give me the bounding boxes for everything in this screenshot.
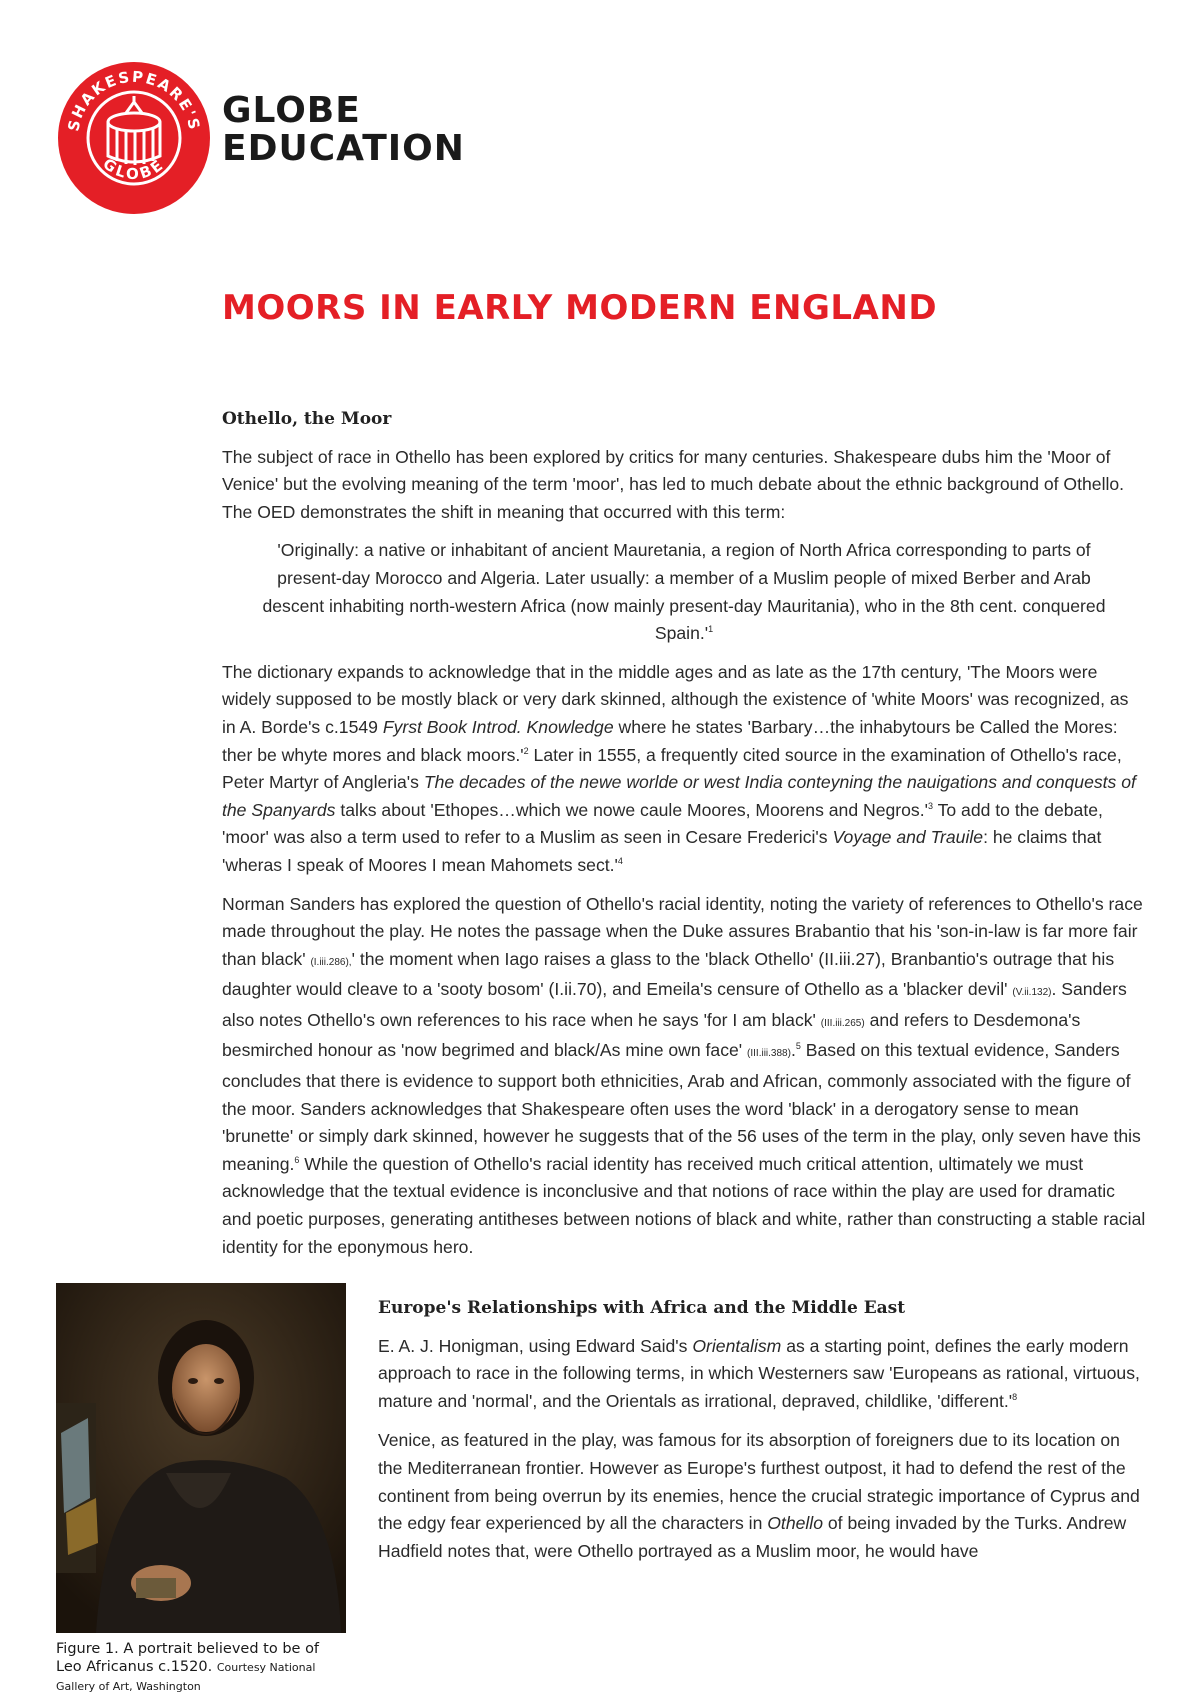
text-run: talks about 'Ethopes…which we nowe caule Moores, Moorens and Negros.' [335,799,928,820]
italic-title: Fyrst Book Introd. Knowledge [382,716,614,737]
page-title: MOORS IN EARLY MODERN ENGLAND [222,288,938,328]
portrait-image [56,1283,346,1633]
text-run: of being invaded by the Turks. Andrew Hadfield notes that, were Othello portrayed as a Muslim moor, he would have [378,1513,1127,1561]
text-run: To add to the debate, 'moor' was also a term used to refer to a Muslim as seen in Cesare Frederici's [222,799,1103,848]
globe-logo-icon [56,60,212,216]
text-run: and refers to Desdemona's besmirched honour as 'now begrimed and black/As mine own face' [222,1009,1081,1061]
text-run: where he states 'Barbary…the inhabytours be Called the Mores: ther be whyte mores and black moors.' [222,716,1118,765]
footnote-ref: 2 [523,745,529,756]
italic-title: Othello [767,1513,823,1534]
footnote-ref: 1 [708,624,714,635]
section-othello [222,406,1146,1272]
section-heading: Europe's Relationships with Africa and the Middle East [378,1298,906,1318]
text-run: : he claims that 'wheras I speak of Moores I mean Mahomets sect.' [222,827,1102,875]
footnote-ref: 4 [617,856,623,867]
text-run: Based on this textual evidence, Sanders concludes that there is evidence to support both ethnicities, Arab and African, commonly associated with the figure of the moor. Sanders acknowledges that Shakespeare often uses the word 'black' in a derogatory sense to mean 'brunette' or simply dark skinned, however he suggests that of the 56 uses of the term in the play, only seven have this meaning. [222,1040,1141,1174]
text-run: The dictionary expands to acknowledge that in the middle ages and as late as the 17th century, 'The Moors were widely supposed to be mostly black or very dark skinned, although the existence of 'white Moors' was recognized, as in A. Borde's c.1549 [222,661,1129,737]
quote-text: 'Originally: a native or inhabitant of ancient Mauretania, a region of North Africa corresponding to parts of present-day Morocco and Algeria. Later usually: a member of a Muslim people of mixed Berber and Arab descent inhabiting north-western Africa (now mainly present-day Mauritania), who in the 8th cent. conquered Spain.' [262,540,1106,644]
text-run: Venice, as featured in the play, was famous for its absorption of foreigners due to its location on the Mediterranean frontier. However as Europe's furthest outpost, it had to defend the rest of the continent from being overrun by its enemies, hence the crucial strategic importance of Cyprus and the edgy fear experienced by all the characters in [378,1430,1140,1534]
footnote-ref: 8 [1012,1391,1018,1402]
text-run: While the question of Othello's racial identity has received much critical attention, ultimately we must acknowledge that the textual evidence is inconclusive and that notions of race within the play are used for dramatic and poetic purposes, generating antitheses between notions of black and white, rather than constructing a stable racial identity for the eponymous hero. [222,1153,1146,1257]
logo-bottom-text: GLOBE [99,154,169,183]
brand-wordmark [222,92,465,168]
footnote-ref: 6 [294,1154,300,1165]
paragraph [378,1427,1146,1565]
oed-quote [222,537,1146,647]
paragraph [222,659,1146,880]
italic-title: Orientalism [692,1335,782,1356]
play-reference: (III.iii.388) [747,1048,791,1060]
play-reference: (V.ii.132) [1012,987,1052,999]
text-run: ' the moment when Iago raises a glass to the 'black Othello' (II.iii.27), Branbantio's outrage that his daughter would cleave to a 'sooty bosom' (I.ii.70), and Emeila's censure of Othello as a 'blacker devil' [222,948,1115,1000]
footnote-ref: 3 [927,800,933,811]
text-run: Later in 1555, a frequently cited source in the examination of Othello's race, Peter Martyr of Angleria's [222,744,1122,793]
footnote-ref: 5 [795,1041,801,1052]
text-run: as a starting point, defines the early modern approach to race in the following terms, in which Westerners saw 'Europeans as rational, virtuous, mature and 'normal', and the Orientals as irrational, depraved, childlike, 'different.' [378,1335,1140,1411]
paragraph: The subject of race in Othello has been explored by critics for many centuries. Shakespeare dubs him the 'Moor of Venice' but the evolving meaning of the term 'moor', has led to much debate about the ethnic background of Othello. The OED demonstrates the shift in meaning that occurred with this term: [222,446,1125,522]
italic-title: The decades of the newe worlde or west India conteyning the nauigations and conquests of the Spanyards [222,772,1136,820]
text-run: E. A. J. Honigman, using Edward Said's [378,1335,693,1356]
section-heading: Othello, the Moor [222,409,392,429]
section-relationships [378,1295,1146,1577]
portrait-figure [56,1283,346,1633]
play-reference: (III.iii.265) [820,1017,865,1029]
logo-ring-text: SHAKESPEARE'S [64,67,204,133]
globe-logo [56,60,212,216]
paragraph [378,1333,1146,1416]
paragraph [222,891,1146,1262]
brand-line-1: GLOBE [222,90,361,131]
caption-credit: Courtesy National Gallery of Art, Washington [56,1661,316,1693]
text-run: . [790,1040,796,1061]
italic-title: Voyage and Trauile [832,827,984,848]
text-run: Norman Sanders has explored the question of Othello's racial identity, noting the variety of references to Othello's race made throughout the play. He notes the passage when the Duke assures Brabantio that his 'son-in-law is far more fair than black' [222,893,1143,969]
caption-text: Figure 1. A portrait believed to be of Leo Africanus c.1520. [56,1641,320,1675]
text-run: . Sanders also notes Othello's own references to his race when he says 'for I am black' [222,979,1127,1030]
play-reference: (I.iii.286), [310,956,352,968]
brand-line-2: EDUCATION [222,128,465,169]
figure-caption [56,1640,346,1696]
